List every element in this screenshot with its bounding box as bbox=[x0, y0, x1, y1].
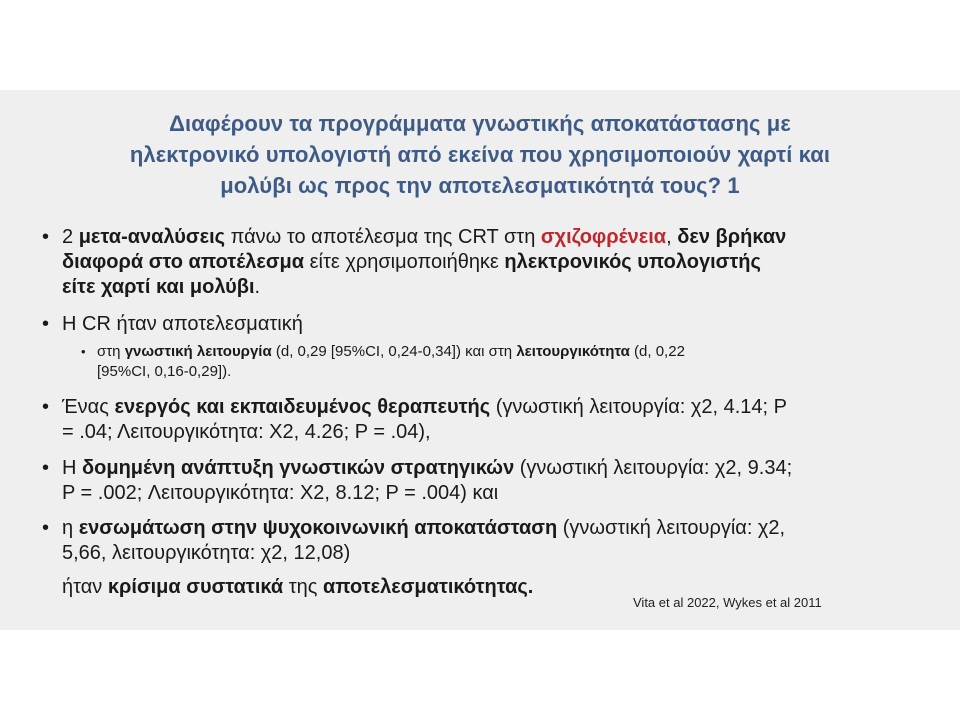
text-run: είτε χρησιμοποιήθηκε bbox=[304, 251, 505, 273]
bold-run: γνωστική λειτουργία bbox=[124, 343, 272, 360]
bold-run: κρίσιμα συστατικά bbox=[107, 576, 284, 598]
bullet-meta-analyses bbox=[42, 225, 787, 300]
text-run: στη bbox=[97, 343, 125, 360]
bullet-line: Η CR ήταν αποτελεσματική bbox=[62, 313, 303, 335]
bold-run: είτε χαρτί και μολύβι bbox=[62, 276, 255, 298]
text-run: (d, 0,29 [95%CI, 0,24-0,34]) και στη bbox=[271, 343, 517, 360]
text-run: Ένας bbox=[62, 396, 115, 418]
bullet-line: P = .002; Λειτουργικότητα: Χ2, 8.12; P = .004) και bbox=[62, 482, 499, 504]
text-run: η bbox=[62, 517, 79, 539]
text-run: Η bbox=[62, 457, 82, 479]
text-run: 2 bbox=[62, 226, 79, 248]
bullet-marker: • bbox=[42, 396, 50, 418]
bullet-marker: • bbox=[42, 457, 50, 479]
bullet-marker: • bbox=[42, 313, 50, 335]
citation: Vita et al 2022, Wykes et al 2011 bbox=[633, 595, 822, 610]
text-run: της bbox=[283, 576, 323, 598]
conclusion-line bbox=[62, 575, 533, 600]
text-run: . bbox=[254, 276, 261, 298]
slide-title bbox=[40, 108, 920, 201]
bullet-cr-effective bbox=[42, 312, 303, 337]
bold-run: δεν βρήκαν bbox=[677, 226, 787, 248]
title-line-1: Διαφέρουν τα προγράμματα γνωστικής αποκατάστασης με bbox=[169, 111, 791, 136]
text-run: πάνω το αποτέλεσμα της CRT στη bbox=[225, 226, 541, 248]
bold-run: λειτουργικότητα bbox=[516, 343, 630, 360]
bullet-line bbox=[62, 516, 785, 541]
bullet-line bbox=[62, 456, 792, 481]
bullet-line bbox=[62, 250, 786, 275]
bold-run: δομημένη ανάπτυξη γνωστικών στρατηγικών bbox=[82, 457, 515, 479]
text-run: ήταν bbox=[62, 576, 108, 598]
highlight-run: σχιζοφρένεια bbox=[540, 226, 667, 248]
bullet-marker: • bbox=[42, 517, 50, 539]
title-line-2: ηλεκτρονικό υπολογιστή από εκείνα που χρησιμοποιούν χαρτί και bbox=[129, 142, 831, 167]
bullet-therapist bbox=[42, 395, 788, 445]
text-run: , bbox=[666, 226, 678, 248]
text-run: (γνωστική λειτουργία: χ2, 4.14; P bbox=[490, 396, 788, 418]
bullet-line bbox=[62, 395, 787, 420]
bold-run: διαφορά στο αποτέλεσμα bbox=[62, 251, 305, 273]
bold-run: μετα-αναλύσεις bbox=[78, 226, 226, 248]
bullet-line bbox=[62, 275, 786, 300]
bold-run: αποτελεσματικότητας. bbox=[322, 576, 534, 598]
text-run: (d, 0,22 bbox=[629, 343, 685, 360]
bullet-marker: • bbox=[42, 226, 50, 248]
bullet-line bbox=[97, 342, 685, 362]
bullet-line: [95%CI, 0,16-0,29]). bbox=[97, 363, 232, 380]
bullet-strategies bbox=[42, 456, 793, 506]
text-run: (γνωστική λειτουργία: χ2, bbox=[557, 517, 786, 539]
sub-bullet-marker: • bbox=[81, 344, 86, 359]
sub-bullet-effect-sizes bbox=[81, 342, 685, 382]
text-run: (γνωστική λειτουργία: χ2, 9.34; bbox=[514, 457, 793, 479]
bullet-integration bbox=[42, 516, 786, 566]
bold-run: ενσωμάτωση στην ψυχοκοινωνική αποκατάσταση bbox=[78, 517, 558, 539]
title-line-3: μολύβι ως προς την αποτελεσματικότητά τους? 1 bbox=[220, 173, 740, 198]
bullet-line: 5,66, λειτουργικότητα: χ2, 12,08) bbox=[62, 542, 351, 564]
bold-run: ενεργός και εκπαιδευμένος θεραπευτής bbox=[114, 396, 491, 418]
bold-run: ηλεκτρονικός υπολογιστής bbox=[504, 251, 761, 273]
bullet-line: = .04; Λειτουργικότητα: Χ2, 4.26; P = .04), bbox=[62, 421, 431, 443]
bullet-line bbox=[62, 225, 786, 250]
